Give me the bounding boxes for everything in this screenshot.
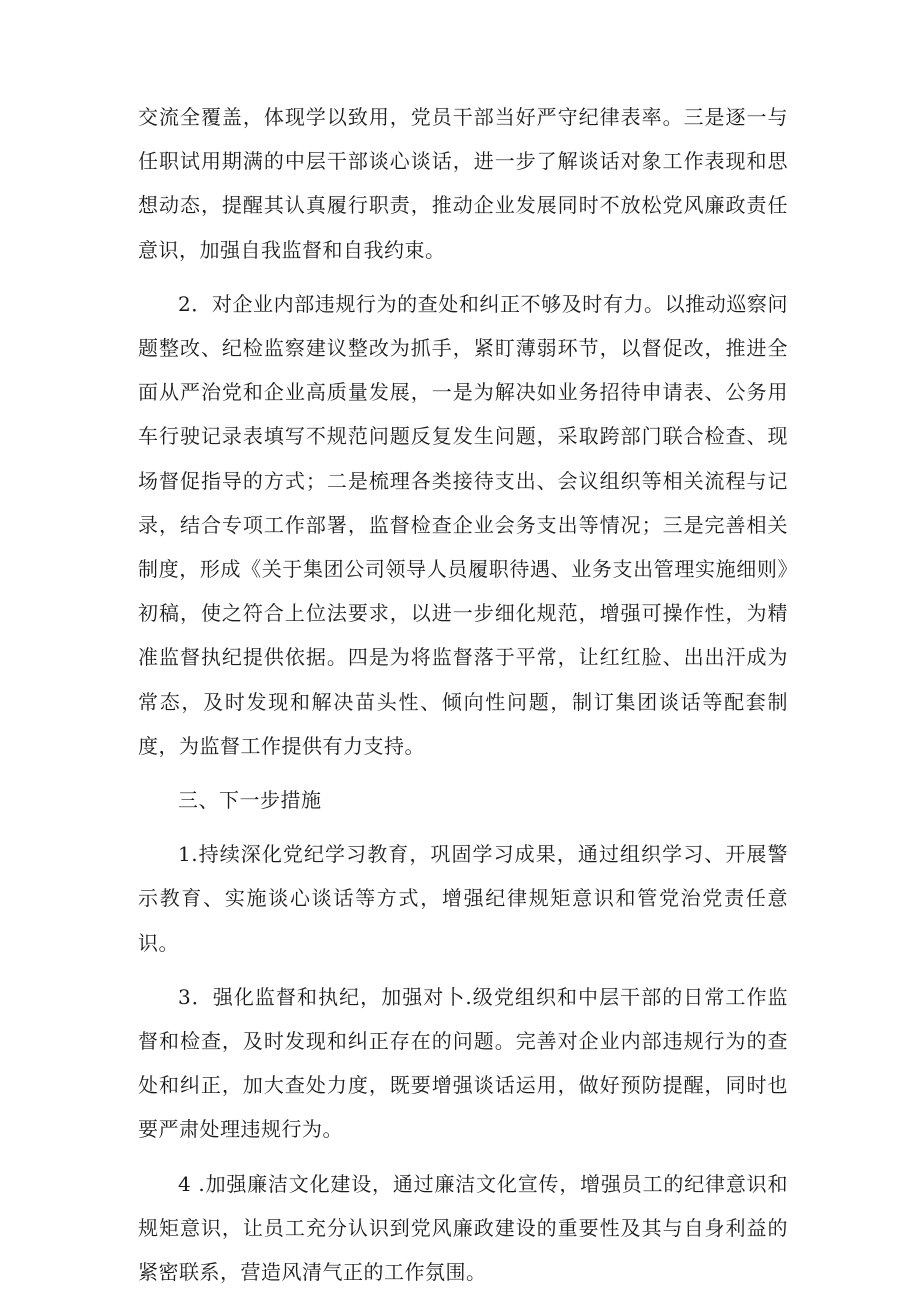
paragraph-measure-4: 4 .加强廉洁文化建设，通过廉洁文化宣传，增强员工的纪律意识和规矩意识，让员工充分认识到党风廉政建设的重要性及其与自身利益的紧密联系，营造风清气正的工作氛围。 <box>138 1171 788 1285</box>
paragraph-measure-3: 3．强化监督和执纪，加强对卜.级党组织和中层干部的日常工作监督和检查，及时发现和纠正存在的问题。完善对企业内部违规行为的查处和纠正，加大查处力度，既要增强谈话运用，做好预防提醒，同时也要严肃处理违规行为。 <box>138 984 788 1142</box>
document-body <box>138 95 788 1304</box>
paragraph-measure-1: 1.持续深化党纪学习教育，巩固学习成果，通过组织学习、开展警示教育、实施谈心谈话等方式，增强纪律规矩意识和管党治党责任意识。 <box>138 842 788 955</box>
section-heading-next-steps: 三、下一步措施 <box>178 788 322 813</box>
paragraph-continuation: 交流全覆盖，体现学以致用，党员干部当好严守纪律表率。三是逐一与任职试用期满的中层干部谈心谈话，进一步了解谈话对象工作表现和思想动态，提醒其认真履行职责，推动企业发展同时不放松党风廉政责任意识，加强自我监督和自我约束。 <box>138 105 788 262</box>
paragraph-item-2: 2．对企业内部违规行为的查处和纠正不够及时有力。以推动巡察问题整改、纪检监察建议整改为抓手，紧盯薄弱环节，以督促改，推进全面从严治党和企业高质量发展，一是为解决如业务招待申请表、公务用车行驶记录表填写不规范问题反复发生问题，采取跨部门联合检查、现场督促指导的方式；二是梳理各类接待支出、会议组织等相关流程与记录，结合专项工作部署，监督检查企业会务支出等情况；三是完善相关制度，形成《关于集团公司领导人员履职待遇、业务支出管理实施细则》初稿，使之符合上位法要求，以进一步细化规范，增强可操作性，为精准监督执纪提供依据。四是为将监督落于平常，让红红脸、出出汗成为常态，及时发现和解决苗头性、倾向性问题，制订集团谈话等配套制度，为监督工作提供有力支持。 <box>138 291 788 758</box>
